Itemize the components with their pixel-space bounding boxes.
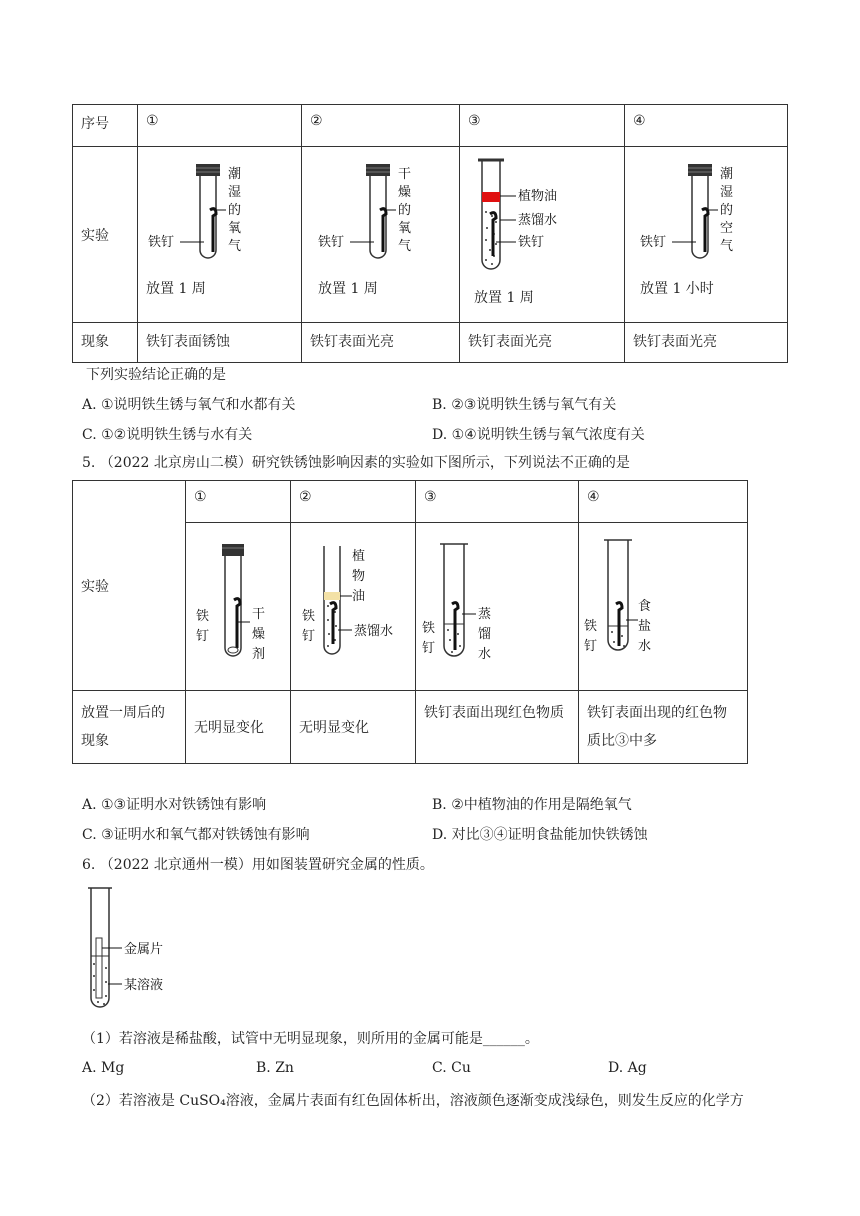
q4-phen-1: 铁钉表面锈蚀 — [138, 323, 302, 363]
q4-exp4-label-2: 的 — [720, 203, 734, 218]
q4-phen-label-cell: 现象 — [73, 323, 138, 363]
q4-exp1-label-1: 湿 — [228, 185, 242, 200]
q4-stem: 下列实验结论正确的是 — [86, 367, 226, 383]
q5-option-a[interactable]: A. ①③证明水对铁锈蚀有影响 — [82, 797, 267, 813]
q4-exp4-label-0: 潮 — [720, 167, 734, 182]
q5-exp2-nail-1: 钉 — [302, 629, 316, 644]
q5-col4-num: ④ — [579, 481, 748, 523]
q5-test-tube-figure-2 — [298, 540, 418, 665]
q5-exp4-nail-0: 铁 — [584, 619, 598, 634]
q4-exp1-time: 放置 1 周 — [146, 281, 206, 297]
q5-exp2-label-2: 油 — [352, 589, 366, 604]
q4-exp2-time: 放置 1 周 — [318, 281, 378, 297]
q5-exp3-nail-0: 铁 — [422, 621, 436, 636]
q4-exp4-time: 放置 1 小时 — [640, 281, 714, 297]
q5-phen-1: 无明显变化 — [186, 691, 291, 764]
q4-exp4-label-4: 气 — [720, 239, 734, 254]
q4-exp2-label-2: 的 — [398, 203, 412, 218]
q5-phen-4: 铁钉表面出现的红色物质比③中多 — [579, 691, 748, 764]
q4-option-c[interactable]: C. ①②说明铁生锈与水有关 — [82, 427, 253, 443]
q4-exp2-label-4: 气 — [398, 239, 412, 254]
q4-exp1-label-2: 的 — [228, 203, 242, 218]
q6-sub2: （2）若溶液是 CuSO₄溶液，金属片表面有红色固体析出，溶液颜色逐渐变成浅绿色，则发生反应的化学方 — [82, 1093, 744, 1109]
q4-test-tube-figure-1 — [140, 160, 290, 270]
q6-sub1: （1）若溶液是稀盐酸，试管中无明显现象，则所用的金属可能是______。 — [82, 1031, 539, 1047]
q4-exp2-label-1: 燥 — [398, 185, 412, 200]
q4-exp1-label-3: 氧 — [228, 221, 242, 236]
q5-exp1-label-0: 干 — [252, 607, 266, 622]
q5-option-c[interactable]: C. ③证明水和氧气都对铁锈蚀有影响 — [82, 827, 310, 843]
q5-exp3-label-1: 馏 — [478, 627, 492, 642]
q5-exp2-label-0: 植 — [352, 549, 366, 564]
q5-test-tube-figure-3 — [418, 540, 558, 665]
q5-stem: 5. （2022 北京房山二模）研究铁锈蚀影响因素的实验如下图所示，下列说法不正确的是 — [82, 455, 630, 471]
q4-exp-label-cell: 实验 — [73, 147, 138, 323]
q5-exp4-label-1: 盐 — [638, 619, 652, 634]
q4-exp3-label-oil: 植物油 — [518, 189, 558, 204]
q5-option-b[interactable]: B. ②中植物油的作用是隔绝氧气 — [432, 797, 632, 813]
q5-exp4-label-2: 水 — [638, 639, 652, 654]
q5-exp1-nail-0: 铁 — [196, 609, 210, 624]
q5-exp4-nail-1: 钉 — [584, 639, 598, 654]
q4-test-tube-figure-2 — [310, 160, 460, 270]
q5-col2-num: ② — [291, 481, 416, 523]
q4-col4-num: ④ — [625, 105, 788, 147]
q5-exp-label-cell: 实验 — [73, 481, 186, 691]
q4-phen-3: 铁钉表面光亮 — [460, 323, 625, 363]
q5-exp1-nail-1: 钉 — [196, 629, 210, 644]
q4-option-b[interactable]: B. ②③说明铁生锈与氧气有关 — [432, 397, 617, 413]
q4-exp4-nail-label: 铁钉 — [640, 235, 667, 250]
q5-col3-num: ③ — [416, 481, 579, 523]
q6-figure — [84, 884, 204, 1016]
q4-exp4-label-1: 湿 — [720, 185, 734, 200]
q4-col1-num: ① — [138, 105, 302, 147]
q5-exp3-label-2: 水 — [478, 647, 492, 662]
q4-exp2-label-0: 干 — [398, 167, 412, 182]
q4-exp3-label-water: 蒸馏水 — [518, 213, 558, 228]
q5-test-tube-figure-1 — [190, 540, 290, 665]
q4-exp2-label-3: 氧 — [398, 221, 412, 236]
q6-option-a[interactable]: A. Mg — [82, 1060, 125, 1076]
q6-option-b[interactable]: B. Zn — [256, 1060, 294, 1076]
q5-phen-2: 无明显变化 — [291, 691, 416, 764]
q5-test-tube-figure-4 — [580, 536, 720, 661]
q6-stem: 6. （2022 北京通州一模）用如图装置研究金属的性质。 — [82, 857, 434, 873]
q4-test-tube-figure-4 — [632, 160, 782, 270]
q5-phen-label-cell: 放置一周后的 现象 — [73, 691, 186, 764]
q4-test-tube-figure-3 — [466, 152, 626, 280]
q6-label-solution: 某溶液 — [124, 978, 164, 993]
q6-option-c[interactable]: C. Cu — [432, 1060, 471, 1076]
q5-exp1-label-1: 燥 — [252, 627, 266, 642]
q5-exp4-label-0: 食 — [638, 599, 652, 614]
q4-phen-4: 铁钉表面光亮 — [625, 323, 788, 363]
q6-label-metal: 金属片 — [124, 942, 164, 957]
q4-option-d[interactable]: D. ①④说明铁生锈与氧气浓度有关 — [432, 427, 645, 443]
q4-col2-num: ② — [302, 105, 460, 147]
q5-exp2-label-1: 物 — [352, 569, 366, 584]
q4-exp1-nail-label: 铁钉 — [148, 235, 175, 250]
q5-option-d[interactable]: D. 对比③④证明食盐能加快铁锈蚀 — [432, 827, 648, 843]
q5-col1-num: ① — [186, 481, 291, 523]
q5-exp3-nail-1: 钉 — [422, 641, 436, 656]
q4-exp1-label-0: 潮 — [228, 167, 242, 182]
q4-col3-num: ③ — [460, 105, 625, 147]
q4-exp3-time: 放置 1 周 — [474, 290, 534, 306]
q4-exp4-label-3: 空 — [720, 221, 734, 236]
q5-exp1-label-2: 剂 — [252, 647, 266, 662]
q5-exp2-label-3: 蒸馏水 — [354, 624, 394, 639]
q6-option-d[interactable]: D. Ag — [608, 1060, 647, 1076]
q5-phen-3: 铁钉表面出现红色物质 — [416, 691, 579, 764]
q5-exp3-label-0: 蒸 — [478, 607, 492, 622]
q4-header-label-cell: 序号 — [73, 105, 138, 147]
q4-option-a[interactable]: A. ①说明铁生锈与氧气和水都有关 — [82, 397, 296, 413]
q4-exp3-label-nail: 铁钉 — [518, 235, 545, 250]
q5-exp2-nail-0: 铁 — [302, 609, 316, 624]
q4-exp2-nail-label: 铁钉 — [318, 235, 345, 250]
q4-phen-2: 铁钉表面光亮 — [302, 323, 460, 363]
q4-exp1-label-4: 气 — [228, 239, 242, 254]
